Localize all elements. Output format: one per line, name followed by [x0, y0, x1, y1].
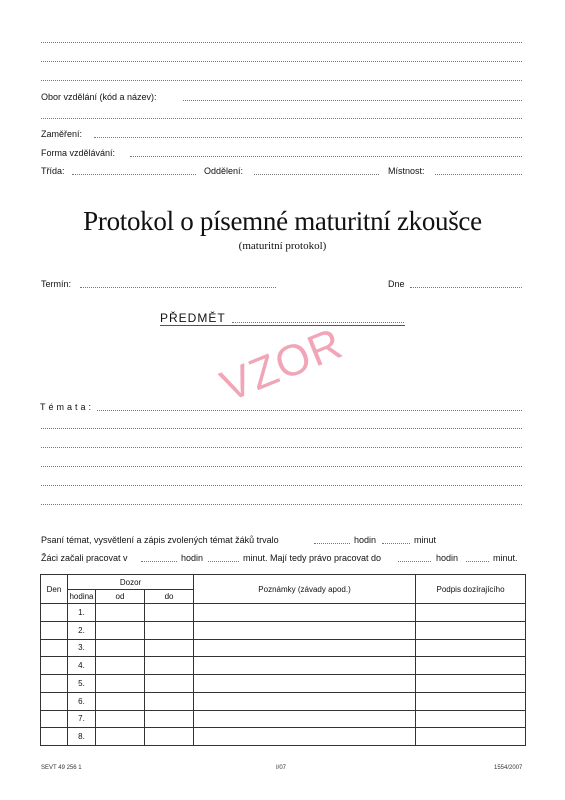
temata-label: Témata: [40, 402, 95, 412]
od-cell[interactable] [96, 621, 145, 639]
table-row [41, 639, 526, 657]
podpis-header: Podpis dozírajícího [416, 575, 526, 604]
den-cell[interactable] [41, 675, 68, 693]
footer-number: 1554/2007 [494, 765, 523, 771]
blank-line[interactable] [41, 485, 522, 486]
poznamky-cell[interactable] [194, 657, 416, 675]
forma-field[interactable] [130, 156, 522, 157]
od-cell[interactable] [96, 692, 145, 710]
den-cell[interactable] [41, 728, 68, 746]
document-subtitle: (maturitní protokol) [238, 240, 327, 252]
predmet-label: PŘEDMĚT [160, 311, 226, 325]
predmet-underline [160, 325, 405, 326]
blank-line[interactable] [41, 428, 522, 429]
poznamky-cell[interactable] [194, 692, 416, 710]
dozor-header: Dozor [68, 575, 194, 590]
podpis-cell[interactable] [416, 657, 526, 675]
hodina-cell: 3. [68, 639, 96, 657]
do-minut-label: minut. [493, 553, 518, 563]
od-cell[interactable] [96, 604, 145, 622]
mistnost-field[interactable] [435, 174, 522, 175]
dne-field[interactable] [410, 287, 522, 288]
do-cell[interactable] [145, 604, 194, 622]
dne-label: Dne [388, 279, 405, 289]
blank-line[interactable] [41, 61, 522, 62]
do-cell[interactable] [145, 639, 194, 657]
zamereni-field[interactable] [94, 137, 522, 138]
podpis-cell[interactable] [416, 604, 526, 622]
blank-line[interactable] [41, 447, 522, 448]
hodina-cell: 5. [68, 675, 96, 693]
den-header: Den [41, 575, 68, 604]
zaci-hodin-label: hodin [181, 553, 204, 563]
blank-line[interactable] [41, 466, 522, 467]
document-title: Protokol o písemné maturitní zkoušce [83, 206, 482, 236]
table-row [41, 710, 526, 728]
do-hodin-field[interactable] [398, 561, 431, 562]
poznamky-cell[interactable] [194, 728, 416, 746]
zaci-pravo-text: minut. Mají tedy právo pracovat do [243, 553, 382, 563]
oddeleni-label: Oddělení: [204, 166, 244, 176]
oddeleni-field[interactable] [254, 174, 379, 175]
termin-label: Termín: [41, 279, 72, 289]
den-cell[interactable] [41, 657, 68, 675]
den-cell[interactable] [41, 621, 68, 639]
psani-hodin-field[interactable] [314, 543, 350, 544]
poznamky-cell[interactable] [194, 675, 416, 693]
podpis-cell[interactable] [416, 621, 526, 639]
hodina-cell: 8. [68, 728, 96, 746]
podpis-cell[interactable] [416, 728, 526, 746]
od-cell[interactable] [96, 639, 145, 657]
footer-edition: I/07 [276, 765, 287, 771]
poznamky-cell[interactable] [194, 710, 416, 728]
podpis-cell[interactable] [416, 675, 526, 693]
zaci-minut-field[interactable] [208, 561, 239, 562]
forma-label: Forma vzdělávání: [41, 148, 116, 158]
hodina-cell: 7. [68, 710, 96, 728]
blank-line[interactable] [41, 42, 522, 43]
hodina-cell: 1. [68, 604, 96, 622]
table-row [41, 621, 526, 639]
supervision-table [40, 574, 526, 746]
poznamky-cell[interactable] [194, 621, 416, 639]
psani-hodin-label: hodin [354, 535, 377, 545]
do-header: do [145, 590, 194, 604]
den-cell[interactable] [41, 604, 68, 622]
vzor-watermark: VZOR [214, 318, 350, 412]
do-minut-field[interactable] [466, 561, 489, 562]
blank-line[interactable] [41, 504, 522, 505]
hodina-header: hodina [68, 590, 96, 604]
table-row [41, 692, 526, 710]
hodina-cell: 4. [68, 657, 96, 675]
do-hodin-label: hodin [436, 553, 459, 563]
obor-label: Obor vzdělání (kód a název): [41, 92, 157, 102]
do-cell[interactable] [145, 728, 194, 746]
trida-field[interactable] [72, 174, 196, 175]
den-cell[interactable] [41, 710, 68, 728]
poznamky-header: Poznámky (závady apod.) [194, 575, 416, 604]
od-header: od [96, 590, 145, 604]
psani-minut-field[interactable] [382, 543, 410, 544]
od-cell[interactable] [96, 657, 145, 675]
hodina-cell: 2. [68, 621, 96, 639]
hodina-cell: 6. [68, 692, 96, 710]
termin-field[interactable] [80, 287, 276, 288]
zaci-text: Žáci začali pracovat v [41, 553, 128, 563]
zamereni-label: Zaměření: [41, 129, 83, 139]
podpis-cell[interactable] [416, 710, 526, 728]
table-row [41, 604, 526, 622]
od-cell[interactable] [96, 728, 145, 746]
od-cell[interactable] [96, 710, 145, 728]
mistnost-label: Místnost: [388, 166, 425, 176]
table-row [41, 675, 526, 693]
obor-field[interactable] [183, 100, 522, 101]
psani-text: Psaní témat, vysvětlení a zápis zvolených témat žáků trvalo [41, 535, 279, 545]
psani-minut-label: minut [414, 535, 437, 545]
podpis-cell[interactable] [416, 692, 526, 710]
do-cell[interactable] [145, 621, 194, 639]
trida-label: Třída: [41, 166, 65, 176]
blank-line[interactable] [41, 80, 522, 81]
od-cell[interactable] [96, 675, 145, 693]
temata-field[interactable] [97, 410, 522, 411]
blank-line[interactable] [41, 118, 522, 119]
do-cell[interactable] [145, 710, 194, 728]
table-row [41, 728, 526, 746]
footer-form-code: SEVT 49 256 1 [41, 765, 82, 771]
zaci-hodin-field[interactable] [141, 561, 177, 562]
table-row [41, 657, 526, 675]
poznamky-cell[interactable] [194, 639, 416, 657]
do-cell[interactable] [145, 692, 194, 710]
den-cell[interactable] [41, 639, 68, 657]
podpis-cell[interactable] [416, 639, 526, 657]
do-cell[interactable] [145, 657, 194, 675]
den-cell[interactable] [41, 692, 68, 710]
poznamky-cell[interactable] [194, 604, 416, 622]
do-cell[interactable] [145, 675, 194, 693]
